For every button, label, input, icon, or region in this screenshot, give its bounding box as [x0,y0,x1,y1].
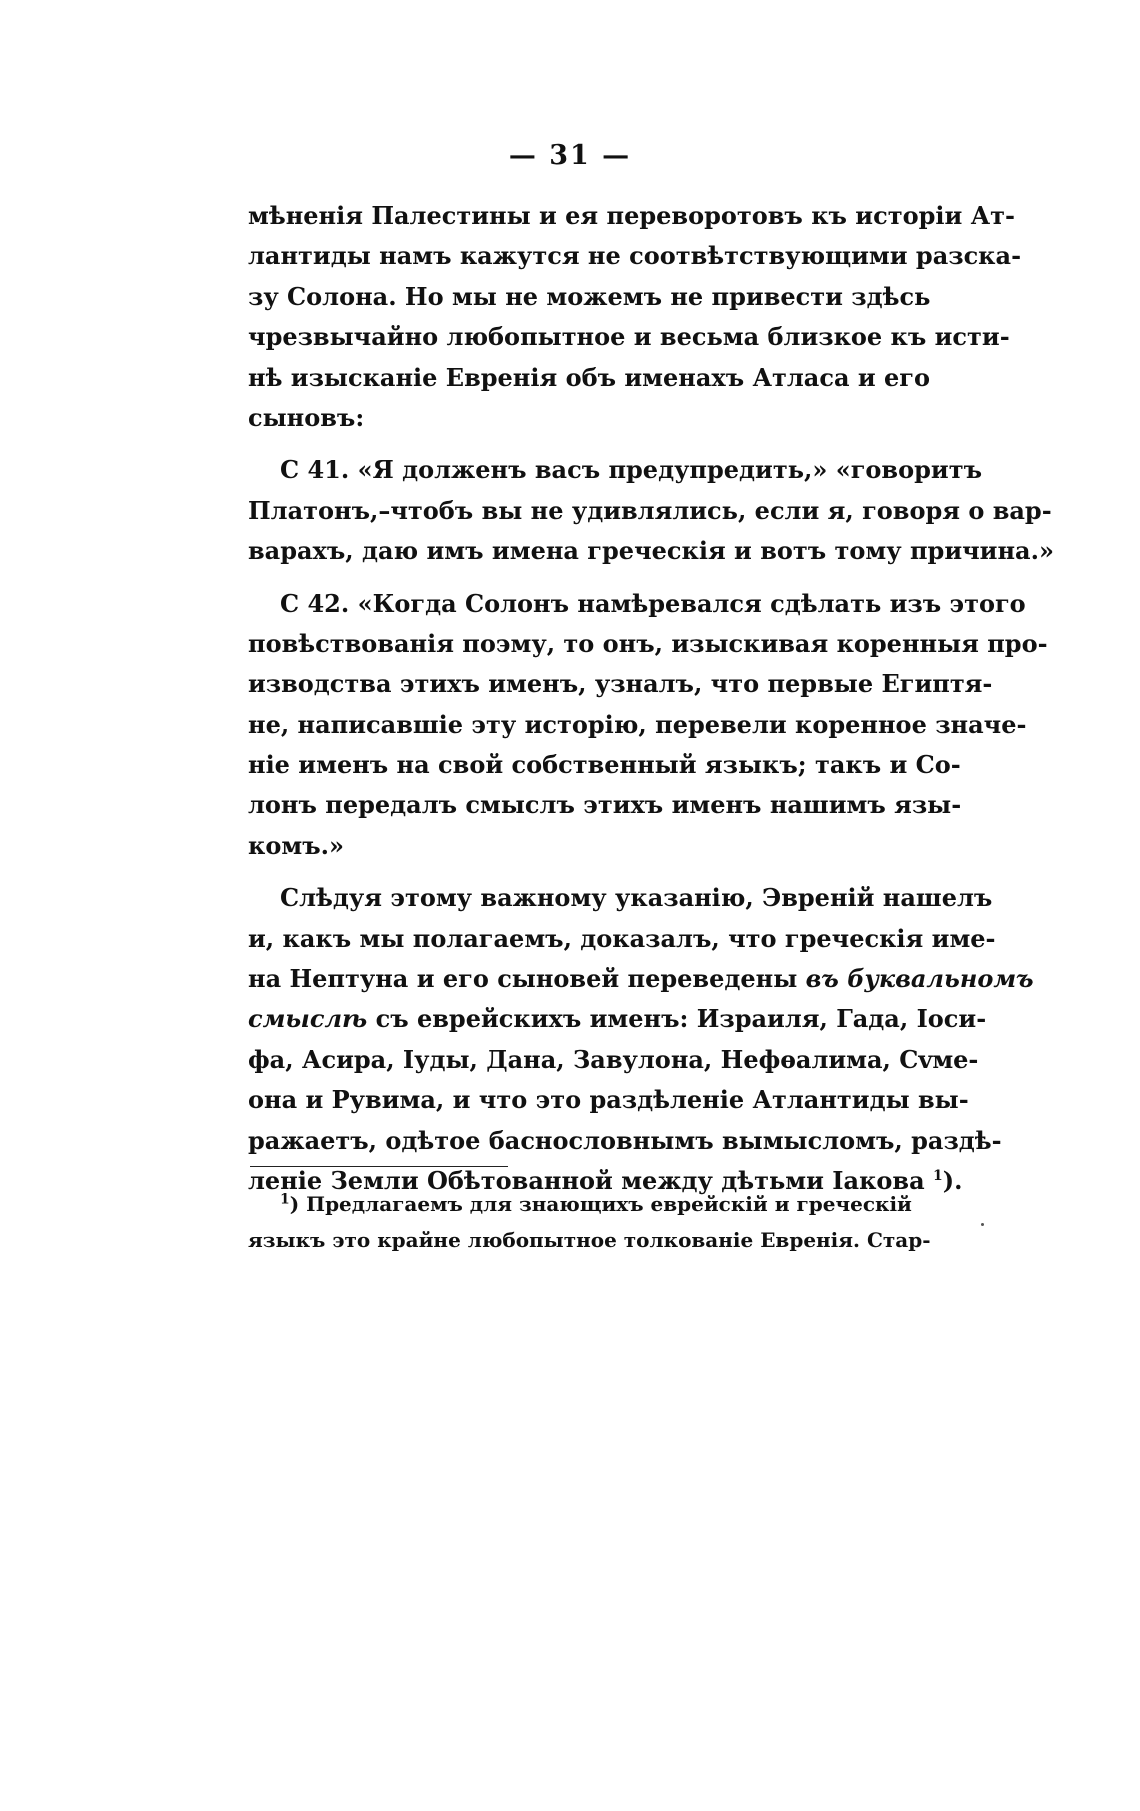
text-line: Платонъ,–чтобъ вы не удивлялись, если я, говоря о вар- [248,495,1052,525]
text-line: ніе именъ на свой собственный языкъ; такъ и Со- [248,750,961,780]
page-number: — 31 — [508,140,632,171]
paragraph-3 [248,584,1048,867]
text-line: комъ.» [248,830,344,860]
text-fragment: на Нептуна и его сыновей переведены [248,964,798,994]
text-line: лонъ передалъ смыслъ этихъ именъ нашимъ язы- [248,790,962,820]
text-line: чрезвычайно любопытное и весьма близкое къ исти- [248,322,1010,352]
main-text [248,196,1054,1213]
paragraph-2 [248,450,1054,571]
text-line: изводства этихъ именъ, узналъ, что первые Египтя- [248,669,993,699]
text-line: С 41. «Я долженъ васъ предупредить,» «говоритъ [280,455,982,485]
text-fragment: ) Предлагаемъ для знающихъ еврейскій и греческій [289,1192,912,1216]
text-line: повѣствованія поэму, то онъ, изыскивая коренныя про- [248,628,1048,658]
text-line: С 42. «Когда Солонъ намѣревался сдѣлать изъ этого [280,588,1026,618]
text-line: зу Солона. Но мы не можемъ не привести здѣсь [248,281,931,311]
footnote [248,1186,931,1258]
text-line: не, написавшіе эту исторію, перевели коренное значе- [248,709,1027,739]
text-line: и, какъ мы полагаемъ, доказалъ, что греческія име- [248,923,996,953]
text-line: ражаетъ, одѣтое баснословнымъ вымысломъ, раздѣ- [248,1125,1002,1155]
text-line: Слѣдуя этому важному указанію, Эвреній нашелъ [280,883,993,913]
italic-word: смыслѣ [248,1004,368,1034]
paragraph-4 [248,878,1034,1201]
text-line: она и Рувима, и что это раздѣленіе Атлантиды вы- [248,1085,969,1115]
text-fragment: леніе Земли Обѣтованной между дѣтьми Іакова [248,1165,925,1195]
footnote-divider [250,1166,508,1167]
footnote-line: языкъ это крайне любопытное толкованіе Евренія. Стар- [248,1228,931,1252]
footnote-marker: 1 [280,1191,290,1208]
text-line [248,959,1034,999]
text-fragment: ). [942,1165,963,1195]
paper-speck [981,1223,984,1226]
text-fragment: съ еврейскихъ именъ: Израиля, Гада, Іоси- [375,1004,987,1034]
paragraph-1 [248,196,1022,438]
text-line [248,999,987,1039]
text-line: фа, Асира, Іуды, Дана, Завулона, Нефѳалима, Сvме- [248,1044,979,1074]
text-line: нѣ изысканіе Евренія объ именахъ Атласа и его [248,362,931,392]
text-line: сыновъ: [248,402,365,432]
footnote-line [248,1186,912,1222]
italic-phrase: въ буквальномъ [805,964,1034,994]
text-line: лантиды намъ кажутся не соотвѣтствующими разска- [248,241,1022,271]
footnote-reference: 1 [933,1167,943,1184]
text-line: варахъ, даю имъ имена греческія и вотъ тому причина.» [248,536,1054,566]
text-line: мѣненія Палестины и ея переворотовъ къ исторіи Ат- [248,201,1016,230]
